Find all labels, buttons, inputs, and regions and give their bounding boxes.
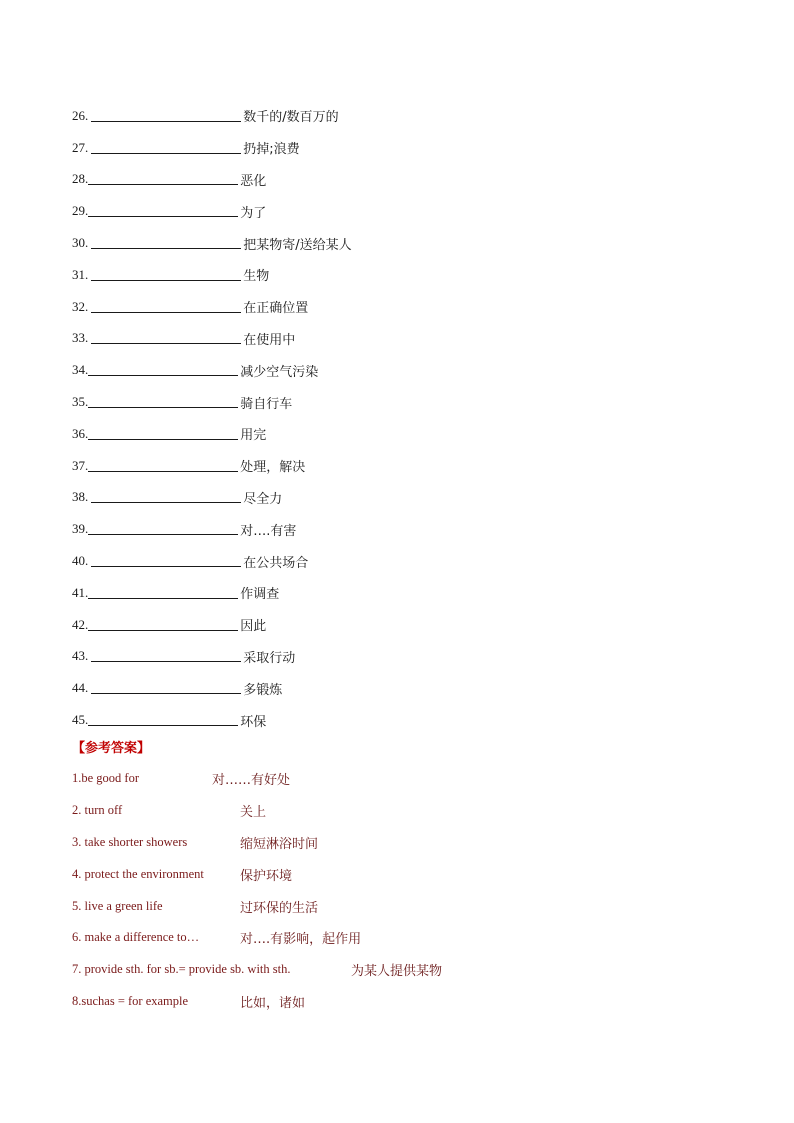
question-row bbox=[72, 609, 352, 641]
question-meaning: 把某物寄/送给某人 bbox=[243, 237, 352, 253]
answer-blank bbox=[91, 152, 241, 154]
question-row bbox=[72, 354, 352, 386]
question-number: 26. bbox=[72, 107, 89, 123]
question-meaning: 在正确位置 bbox=[243, 301, 309, 317]
answer-meaning: 关上 bbox=[240, 805, 267, 821]
answer-meaning: 对….有影响，起作用 bbox=[240, 932, 362, 948]
answer-blank bbox=[88, 374, 238, 376]
question-meaning: 为了 bbox=[240, 205, 267, 221]
question-number: 33. bbox=[72, 330, 89, 346]
question-number: 43. bbox=[72, 648, 89, 664]
question-row bbox=[72, 259, 352, 291]
question-row bbox=[72, 386, 352, 418]
question-number: 42. bbox=[72, 616, 89, 632]
answer-blank bbox=[91, 311, 241, 313]
answer-meaning: 过环保的生活 bbox=[240, 900, 319, 916]
answer-meaning: 缩短淋浴时间 bbox=[240, 836, 319, 852]
fill-in-question-list bbox=[72, 100, 352, 736]
question-meaning: 数千的/数百万的 bbox=[243, 110, 339, 126]
question-row bbox=[72, 482, 352, 514]
question-meaning: 在公共场合 bbox=[243, 555, 309, 571]
question-row bbox=[72, 195, 352, 227]
answer-blank bbox=[91, 501, 241, 503]
question-number: 34. bbox=[72, 362, 89, 378]
question-number: 40. bbox=[72, 553, 89, 569]
question-number: 28. bbox=[72, 171, 89, 187]
question-meaning: 因此 bbox=[240, 619, 267, 635]
question-meaning: 环保 bbox=[240, 714, 267, 730]
question-number: 37. bbox=[72, 457, 89, 473]
question-meaning: 用完 bbox=[240, 428, 267, 444]
question-row bbox=[72, 545, 352, 577]
question-meaning: 多锻炼 bbox=[243, 682, 283, 698]
answer-blank bbox=[91, 692, 241, 694]
question-row bbox=[72, 291, 352, 323]
question-number: 44. bbox=[72, 680, 89, 696]
answer-blank bbox=[91, 565, 241, 567]
answer-meaning: 对……有好处 bbox=[212, 773, 291, 789]
answer-phrase: 3. take shorter showers bbox=[72, 834, 188, 849]
question-row bbox=[72, 418, 352, 450]
question-number: 30. bbox=[72, 235, 89, 251]
question-number: 41. bbox=[72, 584, 89, 600]
question-row bbox=[72, 577, 352, 609]
question-number: 36. bbox=[72, 425, 89, 441]
answer-phrase: 4. protect the environment bbox=[72, 866, 204, 881]
question-number: 39. bbox=[72, 521, 89, 537]
question-meaning: 骑自行车 bbox=[240, 396, 293, 412]
question-meaning: 作调查 bbox=[240, 587, 280, 603]
answer-blank bbox=[88, 629, 238, 631]
answer-phrase: 7. provide sth. for sb.= provide sb. with sth. bbox=[72, 962, 291, 977]
answer-meaning: 比如，诸如 bbox=[240, 995, 306, 1011]
question-number: 29. bbox=[72, 203, 89, 219]
question-meaning: 采取行动 bbox=[243, 650, 296, 666]
answer-phrase: 1.be good for bbox=[72, 771, 139, 786]
question-row bbox=[72, 132, 352, 164]
question-row bbox=[72, 323, 352, 355]
question-number: 45. bbox=[72, 712, 89, 728]
question-number: 32. bbox=[72, 298, 89, 314]
answer-blank bbox=[88, 597, 238, 599]
answers-heading: 【参考答案】 bbox=[72, 741, 151, 756]
answer-phrase: 8.suchas = for example bbox=[72, 993, 189, 1008]
question-row bbox=[72, 227, 352, 259]
question-row bbox=[72, 672, 352, 704]
answer-blank bbox=[91, 247, 241, 249]
question-meaning: 生物 bbox=[243, 269, 270, 285]
answer-blank bbox=[91, 279, 241, 281]
answer-blank bbox=[88, 533, 238, 535]
question-meaning: 恶化 bbox=[240, 173, 267, 189]
answer-blank bbox=[91, 660, 241, 662]
question-number: 38. bbox=[72, 489, 89, 505]
question-row bbox=[72, 450, 352, 482]
answer-blank bbox=[88, 215, 238, 217]
question-row bbox=[72, 164, 352, 196]
question-meaning: 在使用中 bbox=[243, 332, 296, 348]
answer-blank bbox=[91, 120, 241, 122]
question-meaning: 尽全力 bbox=[243, 491, 283, 507]
answer-blank bbox=[88, 724, 238, 726]
question-row bbox=[72, 513, 352, 545]
answer-phrase: 2. turn off bbox=[72, 803, 123, 818]
question-number: 35. bbox=[72, 394, 89, 410]
answer-phrase: 6. make a difference to… bbox=[72, 930, 200, 945]
question-number: 31. bbox=[72, 266, 89, 282]
answer-blank bbox=[88, 438, 238, 440]
answer-blank bbox=[88, 406, 238, 408]
question-row bbox=[72, 100, 352, 132]
question-meaning: 减少空气污染 bbox=[240, 364, 319, 380]
question-meaning: 处理，解决 bbox=[240, 460, 306, 476]
question-row bbox=[72, 704, 352, 736]
question-meaning: 对….有害 bbox=[240, 523, 297, 539]
question-meaning: 扔掉;浪费 bbox=[243, 142, 300, 158]
answer-phrase: 5. live a green life bbox=[72, 898, 163, 913]
answer-blank bbox=[88, 183, 238, 185]
answer-blank bbox=[91, 342, 241, 344]
answer-blank bbox=[88, 470, 238, 472]
answer-meaning: 为某人提供某物 bbox=[351, 964, 443, 980]
answer-meaning: 保护环境 bbox=[240, 868, 293, 884]
question-row bbox=[72, 641, 352, 673]
question-number: 27. bbox=[72, 139, 89, 155]
